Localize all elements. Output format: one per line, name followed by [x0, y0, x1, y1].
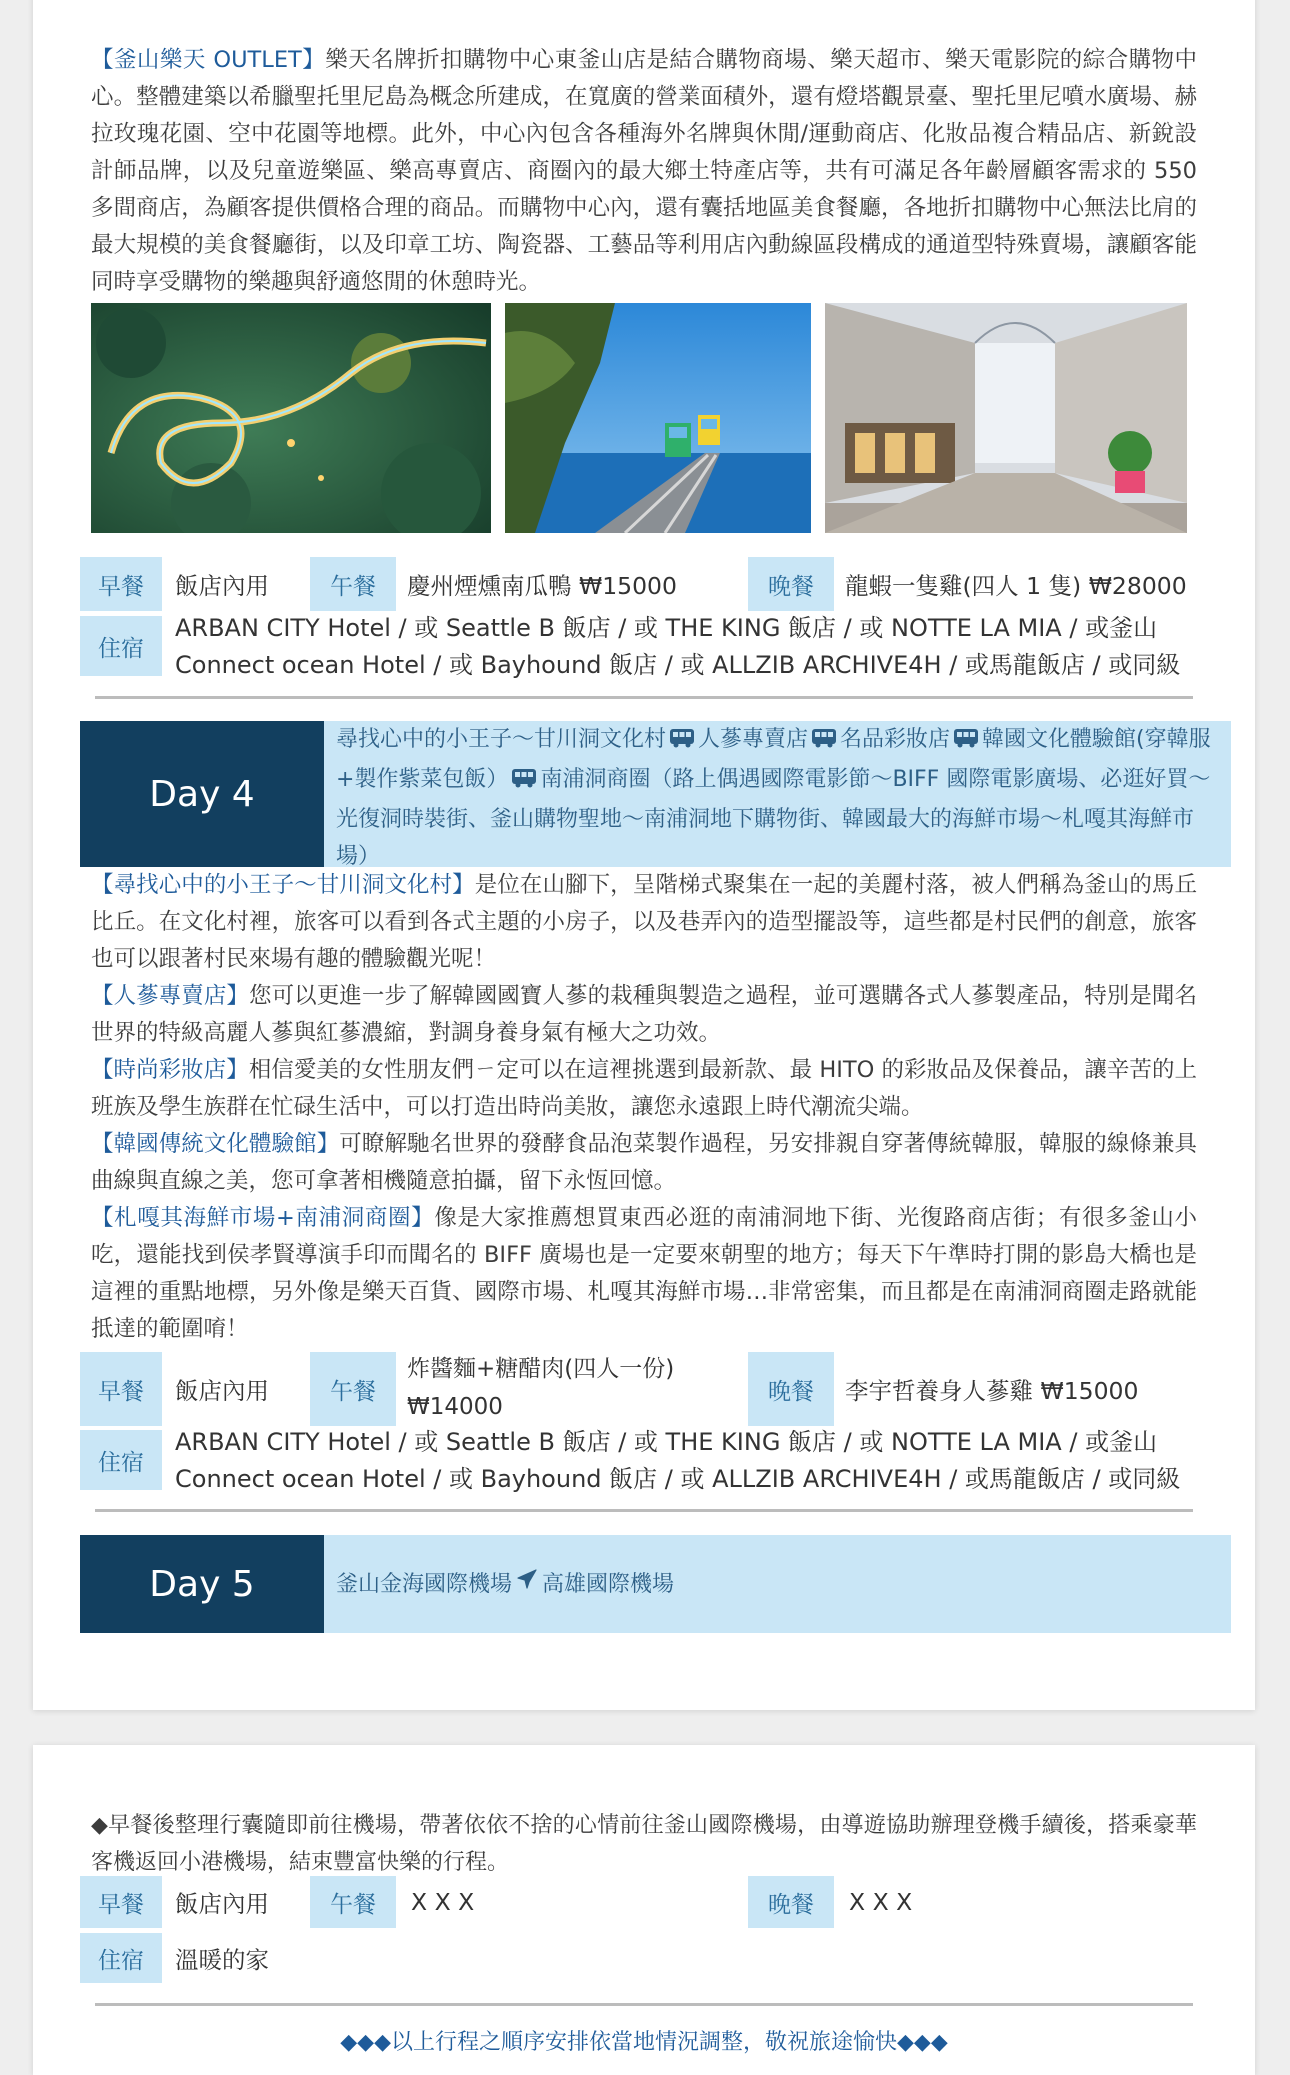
- section-text: 像是大家推薦想買東西必逛的南浦洞地下街、光復路商店街；有很多釜山小吃，還能找到侯孝賢導演手印而聞名的 BIFF 廣場也是一定要來朝聖的地方；每天下午準時打開的影島大橋也是這裡的重點地標，另外像是樂天百貨、國際市場、札嘎其海鮮市場…非常密集，而且都是在南浦洞商圈走路就能抵達的範圍唷！: [91, 1205, 1197, 1342]
- section-tag: 【尋找心中的小王子～甘川洞文化村】: [91, 872, 475, 898]
- outlet-street-photo: [825, 303, 1187, 533]
- dinner-label: 晚餐: [748, 557, 834, 611]
- lunch-value: [407, 1350, 674, 1426]
- section-text: 相信愛美的女性朋友們ㄧ定可以在這裡挑選到最新款、最 HITO 的彩妝品及保養品，讓辛苦的上班族及學生族群在忙碌生活中，可以打造出時尚美妝，讓您永遠跟上時代潮流尖端。: [91, 1057, 1197, 1120]
- breakfast-label: 早餐: [80, 1876, 162, 1928]
- section-text: 您可以更進一步了解韓國國寶人蔘的栽種與製造之過程，並可選購各式人蔘製產品，特別是聞名世界的特級高麗人蔘與紅蔘濃縮，對調身養身氣有極大之功效。: [91, 983, 1197, 1046]
- lunch-label: 午餐: [310, 1352, 396, 1426]
- section-gamcheon: [91, 867, 1197, 978]
- hotel-line-1: ARBAN CITY Hotel / 或 Seattle B 飯店 / 或 THE KING 飯店 / 或 NOTTE LA MIA / 或釜山: [175, 614, 1158, 642]
- night-skywalk-photo: [91, 303, 491, 533]
- day-4-route: [324, 721, 1231, 867]
- outlet-tag: 【釜山樂天 OUTLET】: [91, 47, 326, 73]
- day-5-detail-card: [33, 1745, 1255, 2075]
- route-stop-2: 人蔘專賣店: [698, 727, 809, 752]
- hotel-line-2: Connect ocean Hotel / 或 Bayhound 飯店 / 或 ALLZIB ARCHIVE4H / 或馬龍飯店 / 或同級: [175, 651, 1181, 679]
- lunch-line-1: 炸醬麵+糖醋肉(四人一份): [407, 1356, 675, 1382]
- section-tag: 【時尚彩妝店】: [91, 1057, 249, 1083]
- hotel-label: 住宿: [80, 1430, 162, 1490]
- route-stop-4: 韓國文化體驗館(穿韓服+製作紫菜包飯）: [336, 727, 1211, 792]
- day-5-description: ◆早餐後整理行囊隨即前往機場，帶著依依不捨的心情前往釜山國際機場，由導遊協助辦理登機手續後，搭乘豪華客機返回小港機場，結束豐富快樂的行程。: [91, 1813, 1197, 1875]
- hotel-line-2: Connect ocean Hotel / 或 Bayhound 飯店 / 或 ALLZIB ARCHIVE4H / 或馬龍飯店 / 或同級: [175, 1465, 1181, 1493]
- lunch-value: X X X: [411, 1888, 475, 1916]
- breakfast-label: 早餐: [80, 557, 162, 611]
- itinerary-card: [33, 0, 1255, 1710]
- section-text: 是位在山腳下，呈階梯式聚集在一起的美麗村落，被人們稱為釜山的馬丘比丘。在文化村裡，旅客可以看到各式主題的小房子，以及巷弄內的造型擺設等，這些都是村民們的創意，旅客也可以跟著村民來場有趣的體驗觀光呢！: [91, 872, 1197, 972]
- bus-icon: [511, 764, 537, 801]
- day-4-label: Day 4: [80, 721, 324, 867]
- section-tag: 【韓國傳統文化體驗館】: [91, 1131, 340, 1157]
- route-stop-3: 名品彩妝店: [840, 727, 951, 752]
- day-5-route: [324, 1535, 1231, 1633]
- section-cosmetics: [91, 1052, 1197, 1126]
- dinner-value: 龍蝦一隻雞(四人 1 隻) ₩28000: [845, 572, 1187, 600]
- dinner-label: 晚餐: [748, 1352, 834, 1426]
- dinner-value: 李宇哲養身人蔘雞 ₩15000: [845, 1377, 1139, 1405]
- breakfast-value: 飯店內用: [175, 1890, 269, 1918]
- section-culture: [91, 1126, 1197, 1200]
- section-text: 可瞭解馳名世界的發酵食品泡菜製作過程，另安排親自穿著傳統韓服，韓服的線條兼具曲線與直線之美，您可拿著相機隨意拍攝，留下永恆回憶。: [91, 1131, 1197, 1194]
- breakfast-value: 飯店內用: [175, 1377, 269, 1405]
- airplane-icon: [515, 1566, 539, 1603]
- section-jagalchi: [91, 1200, 1197, 1348]
- dinner-label: 晚餐: [748, 1876, 834, 1928]
- lunch-line-2: ₩14000: [407, 1394, 503, 1420]
- day-4-descriptions: [91, 867, 1197, 1348]
- hotel-label: 住宿: [80, 616, 162, 676]
- section-tag: 【人蔘專賣店】: [91, 983, 250, 1009]
- lunch-value: 慶州煙燻南瓜鴨 ₩15000: [407, 572, 677, 600]
- section-ginseng: [91, 978, 1197, 1052]
- divider: [95, 1509, 1193, 1512]
- divider: [95, 2003, 1193, 2006]
- bus-icon: [669, 724, 695, 761]
- route-stop-1: 尋找心中的小王子～甘川洞文化村: [336, 727, 667, 752]
- section-tag: 【札嘎其海鮮市場+南浦洞商圈】: [91, 1205, 435, 1231]
- breakfast-value: 飯店內用: [175, 572, 269, 600]
- route-stop-5: 南浦洞商圈（路上偶遇國際電影節～BIFF 國際電影廣場、必逛好買～光復洞時裝街、釜山購物聖地～南浦洞地下購物街、韓國最大的海鮮市場～札嘎其海鮮市場）: [336, 767, 1211, 869]
- coastal-tram-photo: [505, 303, 811, 533]
- bus-icon: [953, 724, 979, 761]
- footer-note: ◆◆◆以上行程之順序安排依當地情況調整，敬祝旅途愉快◆◆◆: [340, 2030, 948, 2055]
- route-from: 釜山金海國際機場: [336, 1571, 513, 1597]
- outlet-description: [91, 42, 1197, 301]
- lunch-label: 午餐: [310, 1876, 396, 1928]
- breakfast-label: 早餐: [80, 1352, 162, 1426]
- dinner-value: X X X: [849, 1888, 913, 1916]
- lunch-label: 午餐: [310, 557, 396, 611]
- divider: [95, 696, 1193, 699]
- outlet-text: 樂天名牌折扣購物中心東釜山店是結合購物商場、樂天超市、樂天電影院的綜合購物中心。整體建築以希臘聖托里尼島為概念所建成，在寬廣的營業面積外，還有燈塔觀景臺、聖托里尼噴水廣場、赫拉玫瑰花園、空中花園等地標。此外，中心內包含各種海外名牌與休閒/運動商店、化妝品複合精品店、新銳設計師品牌，以及兒童遊樂區、樂高專賣店、商圈內的最大鄉土特產店等，共有可滿足各年齡層顧客需求的 550 多間商店，為顧客提供價格合理的商品。而購物中心內，還有囊括地區美食餐廳，各地折扣購物中心無法比肩的最大規模的美食餐廳街，以及印章工坊、陶瓷器、工藝品等利用店內動線區段構成的通道型特殊賣場，讓顧客能同時享受購物的樂趣與舒適悠閒的休憩時光。: [91, 47, 1197, 295]
- hotel-value: 溫暖的家: [175, 1946, 269, 1974]
- bus-icon: [811, 724, 837, 761]
- hotel-label: 住宿: [80, 1933, 162, 1983]
- day-5-label: Day 5: [80, 1535, 324, 1633]
- hotel-line-1: ARBAN CITY Hotel / 或 Seattle B 飯店 / 或 THE KING 飯店 / 或 NOTTE LA MIA / 或釜山: [175, 1428, 1158, 1456]
- route-to: 高雄國際機場: [542, 1571, 675, 1597]
